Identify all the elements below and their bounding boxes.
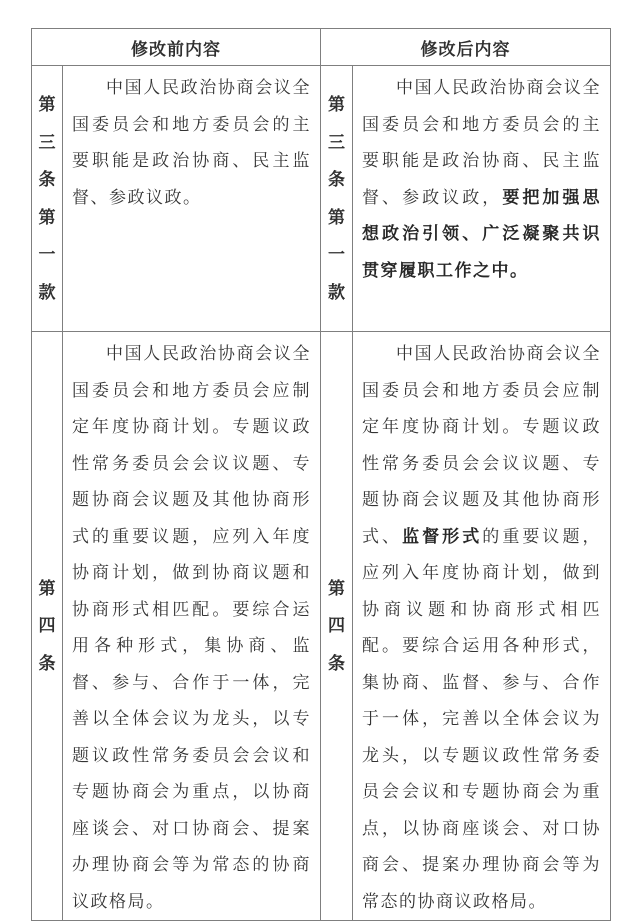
- clause-label-before-article4: [32, 332, 63, 921]
- clause-text-after-article4: [353, 332, 611, 921]
- header-after-content: 修改后内容: [321, 29, 611, 66]
- paragraph-before-article3: 中国人民政治协商会议全国委员会和地方委员会的主要职能是政治协商、民主监督、参政议政。: [72, 78, 311, 207]
- table-row-article3: [32, 66, 611, 332]
- paragraph-after-article4: 中国人民政治协商会议全国委员会和地方委员会应制定年度协商计划。专题议政性常务委员会会议议题、专题协商会议题及其他协商形式、监督形式的重要议题，应列入年度协商计划，做到协商议题和协商形式相匹配。要综合运用各种形式，集协商、监督、参与、合作于一体，完善以全体会议为龙头，以专题议政性常务委员会会议和专题协商会为重点，以协商座谈会、对口协商会、提案办理协商会等为常态的协商议政格局。: [362, 344, 602, 911]
- paragraph-before-article4: 中国人民政治协商会议全国委员会和地方委员会应制定年度协商计划。专题议政性常务委员会会议议题、专题协商会议题及其他协商形式的重要议题，应列入年度协商计划，做到协商议题和协商形式相匹配。要综合运用各种形式，集协商、监督、参与、合作于一体，完善以全体会议为龙头，以专题议政性常务委员会会议和专题协商会为重点，以协商座谈会、对口协商会、提案办理协商会等为常态的协商议政格局。: [72, 344, 311, 911]
- clause-text-before-article3: [63, 66, 321, 332]
- table-row-article4: [32, 332, 611, 921]
- clause-label-text: 第三条第一款: [38, 95, 56, 302]
- header-before-content: 修改前内容: [32, 29, 321, 66]
- clause-label-after-article3: [321, 66, 353, 332]
- clause-text-after-article3: [353, 66, 611, 332]
- table-header-row: [32, 29, 611, 66]
- clause-label-text: 第四条: [38, 578, 56, 673]
- clause-label-text: 第四条: [328, 578, 345, 673]
- paragraph-after-article3: 中国人民政治协商会议全国委员会和地方委员会的主要职能是政治协商、民主监督、参政议政，要把加强思想政治引领、广泛凝聚共识贯穿履职工作之中。: [362, 78, 602, 280]
- clause-text-before-article4: [63, 332, 321, 921]
- clause-label-text: 第三条第一款: [328, 95, 345, 302]
- clause-label-after-article4: [321, 332, 353, 921]
- clause-label-before-article3: [32, 66, 63, 332]
- comparison-table: [31, 28, 611, 921]
